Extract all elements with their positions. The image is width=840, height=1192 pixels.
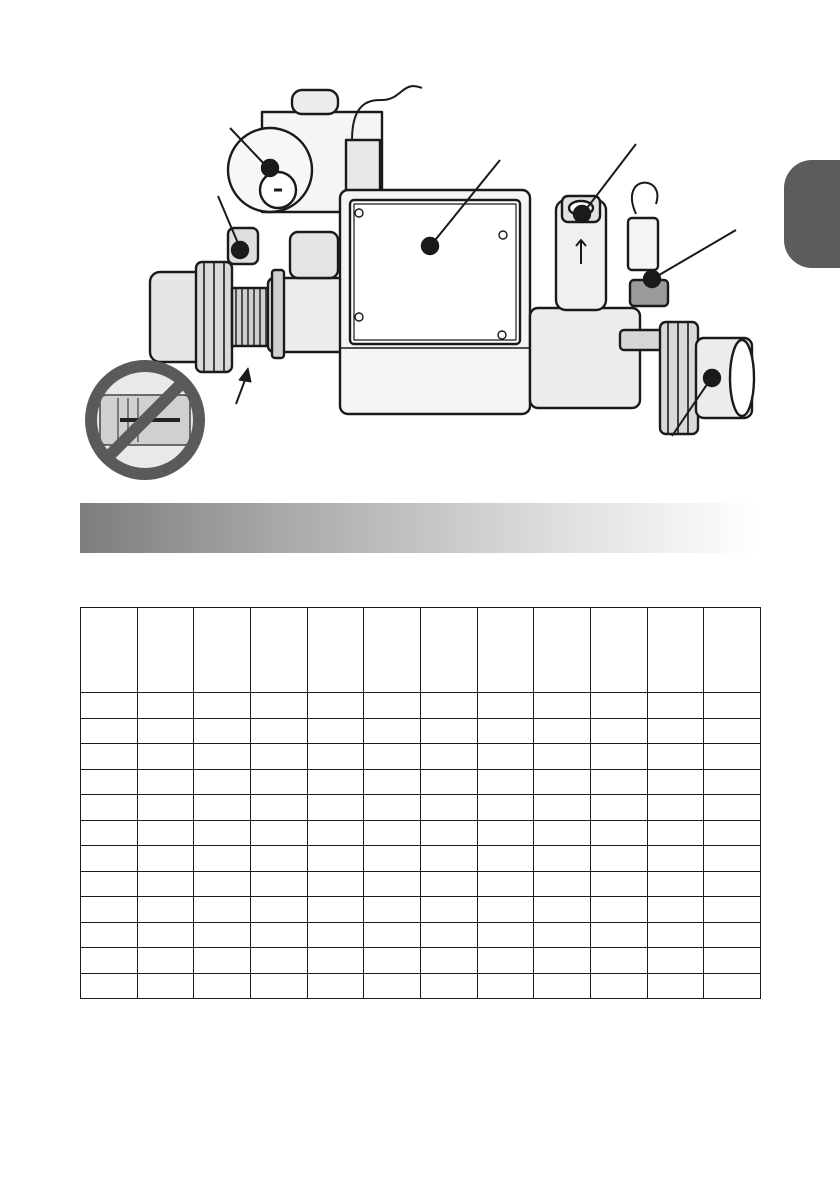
callout-dot-icon (704, 370, 720, 386)
table-header-row (81, 608, 761, 693)
product-illustration (0, 0, 840, 500)
callout-dot-icon (574, 206, 590, 222)
table-row (81, 871, 761, 897)
table-row (81, 973, 761, 999)
control-box (340, 190, 530, 414)
table-row (81, 693, 761, 719)
table-row (81, 948, 761, 974)
callout-dot-icon (262, 160, 278, 176)
section-banner (80, 503, 760, 553)
table-row (81, 846, 761, 872)
table-row (81, 769, 761, 795)
callout-dot-icon (232, 242, 248, 258)
table-row (81, 897, 761, 923)
table-row (81, 795, 761, 821)
prohibition-icon (91, 366, 199, 474)
callout-dot-icon (644, 271, 660, 287)
table-row (81, 718, 761, 744)
right-body (530, 183, 668, 408)
table-row (81, 820, 761, 846)
table-row (81, 744, 761, 770)
specification-table (80, 607, 761, 999)
table-row (81, 922, 761, 948)
callout-dot-icon (422, 238, 438, 254)
